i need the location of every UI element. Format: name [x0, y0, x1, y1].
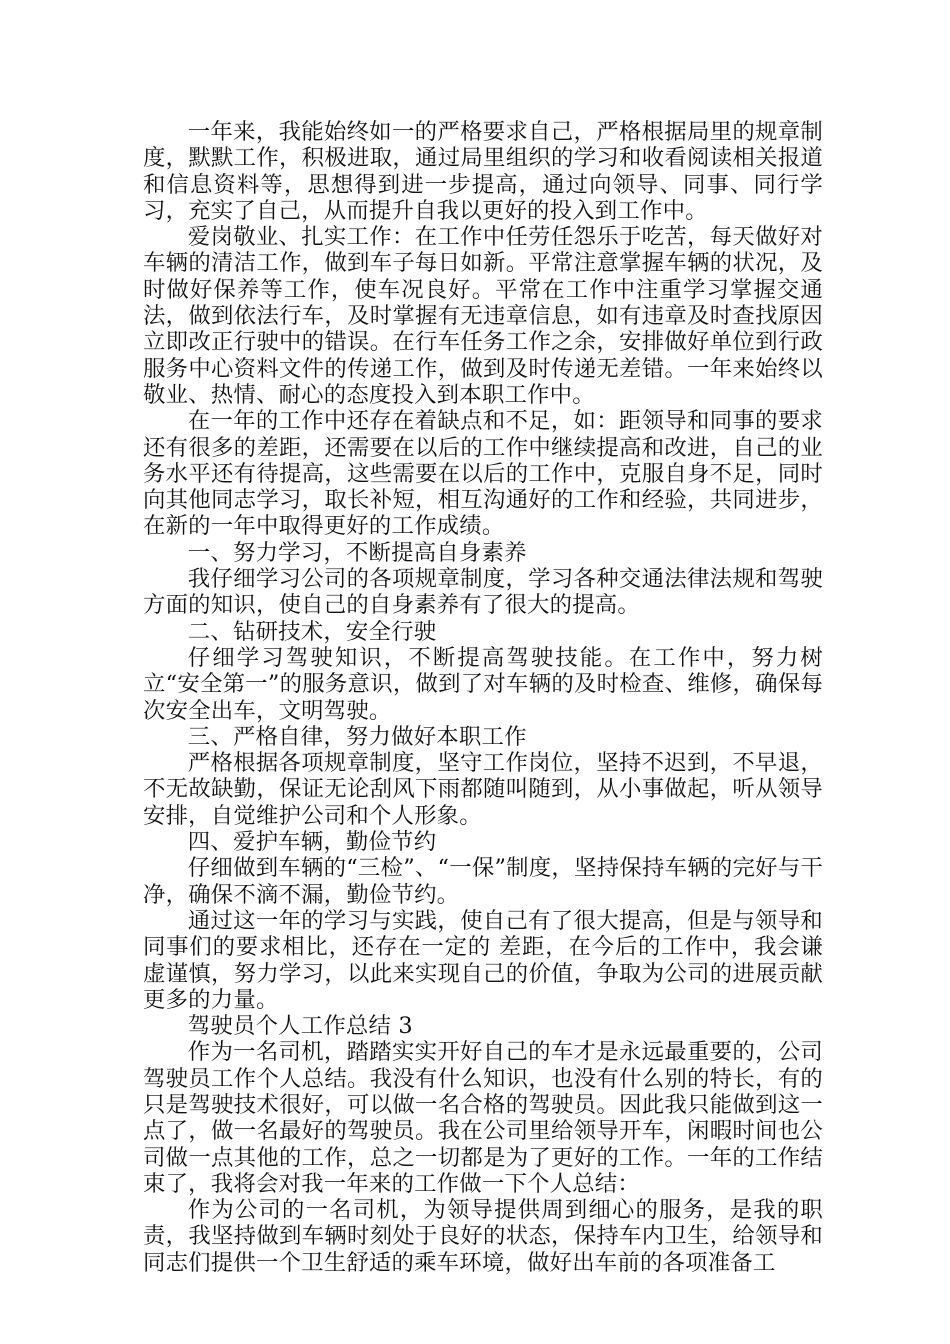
paragraph: 仔细学习驾驶知识，不断提高驾驶技能。在工作中，努力树立“安全第一”的服务意识，做到了对车辆的及时检查、维修，确保每次安全出车，文明驾驶。 — [143, 644, 823, 724]
section-heading: 三、严格自律，努力做好本职工作 — [187, 723, 527, 750]
section-heading: 四、爱护车辆，勤俭节约 — [187, 829, 437, 856]
paragraph: 仔细做到车辆的“三检”、“一保”制度，坚持保持车辆的完好与干净，确保不滴不漏，勤俭节约。 — [143, 855, 823, 908]
paragraph: 严格根据各项规章制度，坚守工作岗位，坚持不迟到，不早退，不无故缺勤，保证无论刮风下雨都随叫随到，从小事做起，听从领导安排，自觉维护公司和个人形象。 — [143, 750, 823, 829]
paragraph: 爱岗敬业、扎实工作：在工作中任劳任怨乐于吃苦，每天做好对车辆的清洁工作，做到车子每日如新。平常注意掌握车辆的状况，及时做好保养等工作，使车况良好。平常在工作中注重学习掌握交通法，做到依法行车，及时掌握有无违章信息，如有违章及时查找原因立即改正行驶中的错误。在行车任务工作之余，安排做好单位到行政服务中心资料文件的传递工作，做到及时传递无差错。一年来始终以敬业、热情、耐心的态度投入到本职工作中。 — [143, 224, 823, 408]
paragraph: 我仔细学习公司的各项规章制度，学习各种交通法律法规和驾驶方面的知识，使自己的自身素养有了很大的提高。 — [143, 566, 823, 619]
section-heading: 二、钻研技术，安全行驶 — [187, 618, 437, 645]
section-heading: 驾驶员个人工作总结 3 — [187, 1013, 413, 1040]
document-body — [143, 119, 823, 1276]
paragraph: 在一年的工作中还存在着缺点和不足，如：距领导和同事的要求还有很多的差距，还需要在以后的工作中继续提高和改进，自己的业务水平还有待提高，这些需要在以后的工作中，克服自身不足，同时向其他同志学习，取长补短，相互沟通好的工作和经验，共同进步，在新的一年中取得更好的工作成绩。 — [143, 408, 823, 540]
paragraph: 通过这一年的学习与实践，使自己有了很大提高，但是与领导和同事们的要求相比，还存在一定的 差距，在今后的工作中，我会谦虚谨慎，努力学习，以此来实现自己的价值，争取为公司的进展贡献更多的力量。 — [143, 907, 823, 1013]
section-heading: 一、努力学习，不断提高自身素养 — [187, 539, 527, 566]
paragraph: 作为一名司机，踏踏实实开好自己的车才是永远最重要的，公司驾驶员工作个人总结。我没有什么知识，也没有什么别的特长，有的只是驾驶技术很好，可以做一名合格的驾驶员。因此我只能做到这一点了，做一名最好的驾驶员。我在公司里给领导开车，闲暇时间也公司做一点其他的工作，总之一切都是为了更好的工作。一年的工作结束了，我将会对我一年来的工作做一下个人总结： — [143, 1039, 823, 1197]
paragraph: 一年来，我能始终如一的严格要求自己，严格根据局里的规章制度，默默工作，积极进取，通过局里组织的学习和收看阅读相关报道和信息资料等，思想得到进一步提高，通过向领导、同事、同行学习，充实了自己，从而提升自我以更好的投入到工作中。 — [143, 119, 823, 224]
paragraph: 作为公司的一名司机，为领导提供周到细心的服务，是我的职责，我坚持做到车辆时刻处于良好的状态，保持车内卫生，给领导和同志们提供一个卫生舒适的乘车环境，做好出车前的各项准备工 — [143, 1197, 823, 1276]
